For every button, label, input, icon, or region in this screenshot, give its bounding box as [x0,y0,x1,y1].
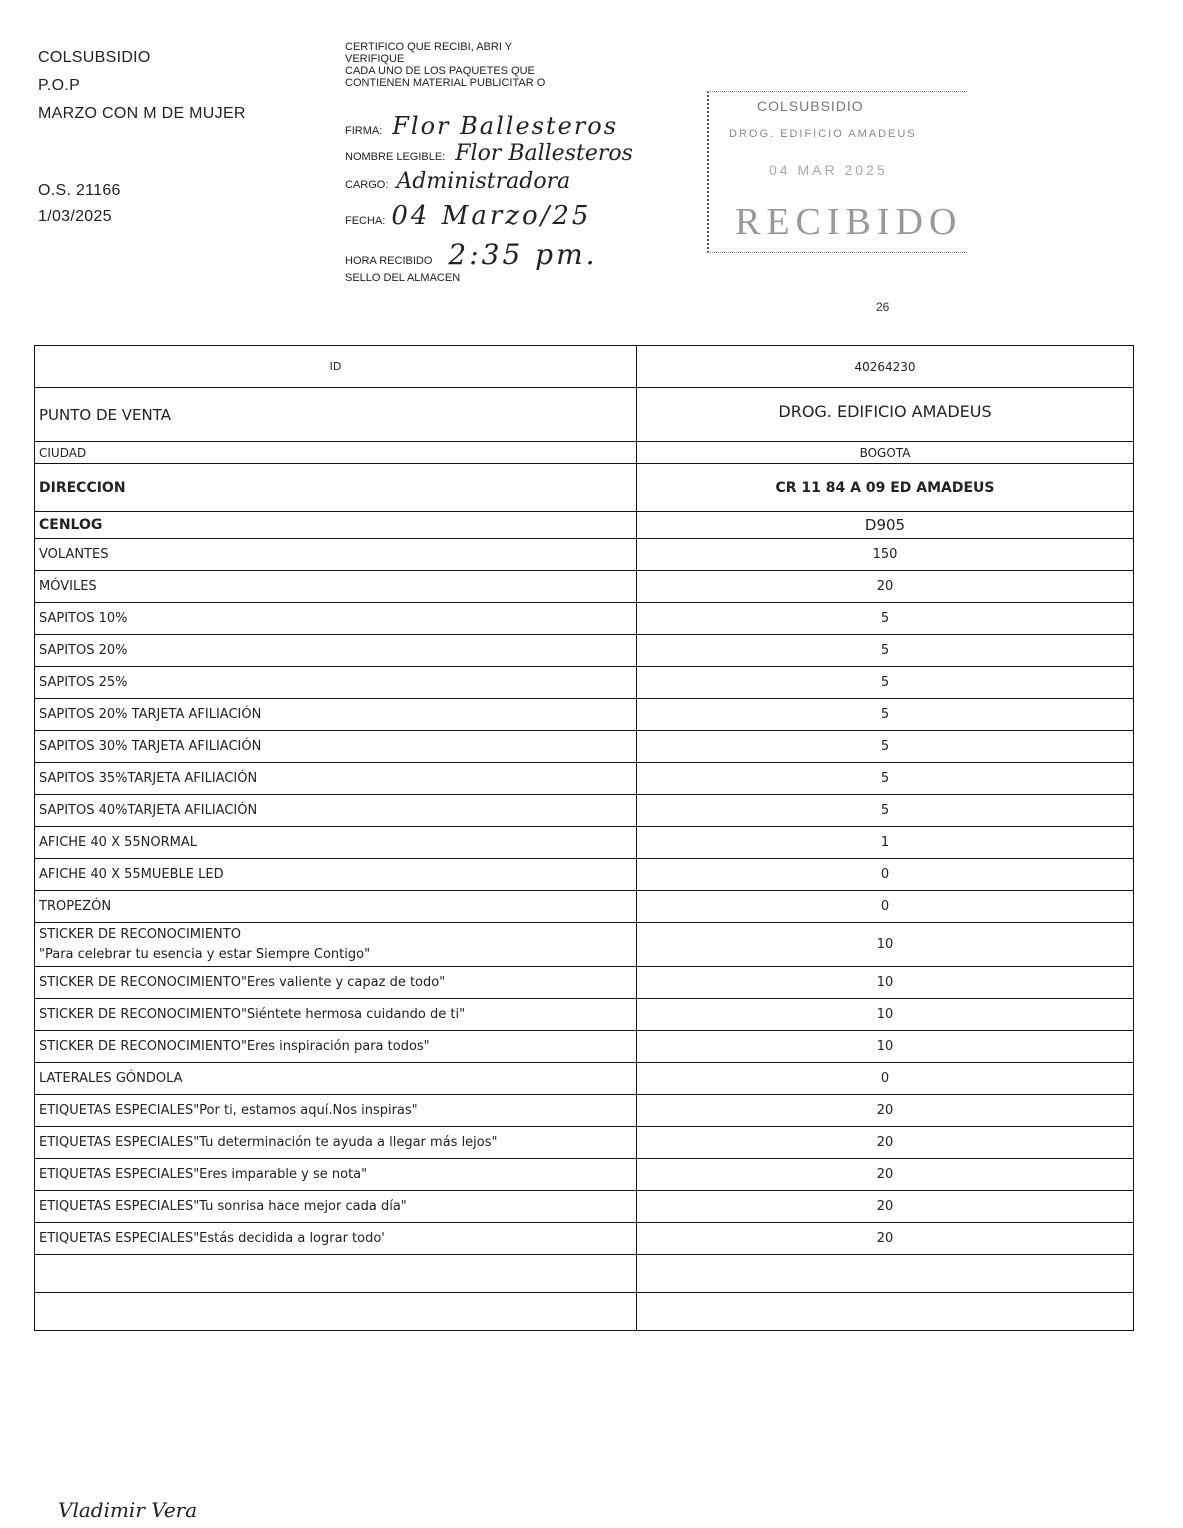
item-label: STICKER DE RECONOCIMIENTO"Eres inspiración para todos" [35,1031,637,1063]
field-firma [345,112,618,140]
item-quantity: 5 [637,667,1134,699]
order-date: 1/03/2025 [38,208,112,225]
item-label: ETIQUETAS ESPECIALES"Tu sonrisa hace mejor cada día" [35,1191,637,1223]
row-value: 40264230 [637,346,1134,388]
item-quantity: 5 [637,731,1134,763]
delivery-table [34,345,1134,1331]
item-label: SAPITOS 35%TARJETA AFILIACIÓN [35,763,637,795]
item-label: SAPITOS 20% TARJETA AFILIACIÓN [35,699,637,731]
item-label: AFICHE 40 X 55MUEBLE LED [35,859,637,891]
empty-cell [637,1293,1134,1331]
field-hora [345,238,598,271]
empty-row [35,1255,1134,1293]
item-label: LATERALES GÓNDOLA [35,1063,637,1095]
page-number: 26 [876,300,890,314]
seal-label: SELLO DEL ALMACEN [345,272,461,284]
item-label: ETIQUETAS ESPECIALES"Tu determinación te ayuda a llegar más lejos" [35,1127,637,1159]
item-quantity: 0 [637,1063,1134,1095]
order-block [38,178,121,230]
table-row [35,512,1134,539]
table-row [35,827,1134,859]
item-label: STICKER DE RECONOCIMIENTO"Eres valiente y capaz de todo" [35,967,637,999]
table-row [35,571,1134,603]
handwritten-time: 2:35 pm. [448,238,598,271]
row-value: BOGOTA [637,442,1134,464]
field-nombre [345,141,633,166]
table-row [35,731,1134,763]
field-cargo [345,169,570,194]
item-quantity: 1 [637,827,1134,859]
cert-line: CONTIENEN MATERIAL PUBLICITAR O [345,77,546,89]
item-label: SAPITOS 30% TARJETA AFILIACIÓN [35,731,637,763]
row-value: DROG. EDIFICIO AMADEUS [637,388,1134,442]
empty-cell [35,1293,637,1331]
table-row [35,539,1134,571]
item-quantity: 20 [637,571,1134,603]
table-row [35,667,1134,699]
item-label-line2: "Para celebrar tu esencia y estar Siempre Contigo" [39,946,371,962]
table-row [35,346,1134,388]
empty-cell [35,1255,637,1293]
table-row [35,795,1134,827]
row-label: PUNTO DE VENTA [35,388,637,442]
stamp-status: RECIBIDO [735,201,963,243]
handwritten-cargo: Administradora [396,169,571,194]
document-type: P.O.P [38,77,81,94]
item-quantity: 20 [637,1159,1134,1191]
field-label: FIRMA: [345,125,383,137]
item-label: VOLANTES [35,539,637,571]
table-row [35,442,1134,464]
table-row [35,1095,1134,1127]
field-label: CARGO: [345,179,389,191]
item-label [35,923,637,967]
table-row [35,464,1134,512]
item-label: TROPEZÓN [35,891,637,923]
item-quantity: 10 [637,1031,1134,1063]
item-quantity: 5 [637,699,1134,731]
handwritten-signature: Flor Ballesteros [392,112,619,140]
footer-signature: Vladimir Vera [58,1498,198,1522]
field-label: HORA RECIBIDO [345,255,433,267]
field-fecha [345,201,591,231]
item-label: SAPITOS 40%TARJETA AFILIACIÓN [35,795,637,827]
row-value: D905 [637,512,1134,539]
table-row [35,859,1134,891]
cert-line: CADA UNO DE LOS PAQUETES QUE [345,65,535,77]
certification-text [345,41,665,89]
item-label: ETIQUETAS ESPECIALES"Por ti, estamos aquí.Nos inspiras" [35,1095,637,1127]
row-value: CR 11 84 A 09 ED AMADEUS [637,464,1134,512]
received-stamp [707,91,967,253]
table-row [35,923,1134,967]
item-label: SAPITOS 25% [35,667,637,699]
item-quantity: 0 [637,859,1134,891]
table-row [35,763,1134,795]
item-quantity: 5 [637,795,1134,827]
row-label: CIUDAD [35,442,637,464]
row-label: ID [35,346,637,388]
item-quantity: 20 [637,1223,1134,1255]
table-row [35,635,1134,667]
item-quantity: 5 [637,635,1134,667]
item-label-line1: STICKER DE RECONOCIMIENTO [39,926,241,942]
table-row [35,967,1134,999]
item-label: SAPITOS 10% [35,603,637,635]
order-number: O.S. 21166 [38,182,121,199]
company-name: COLSUBSIDIO [38,49,151,66]
header-block [38,44,246,128]
item-quantity: 150 [637,539,1134,571]
stamp-store: DROG. EDIFICIO AMADEUS [729,128,917,140]
item-quantity: 10 [637,923,1134,967]
table-row [35,1063,1134,1095]
cert-line: VERIFIQUE [345,53,405,65]
table-row [35,1159,1134,1191]
stamp-date: 04 MAR 2025 [769,162,888,178]
item-quantity: 5 [637,603,1134,635]
item-quantity: 5 [637,763,1134,795]
handwritten-name: Flor Ballesteros [455,141,633,166]
table-row [35,1127,1134,1159]
table-row [35,699,1134,731]
field-label: FECHA: [345,215,386,227]
row-label: CENLOG [35,512,637,539]
table-row [35,1191,1134,1223]
empty-cell [637,1255,1134,1293]
item-quantity: 20 [637,1095,1134,1127]
table-row [35,603,1134,635]
item-label: SAPITOS 20% [35,635,637,667]
item-label: STICKER DE RECONOCIMIENTO"Siéntete hermosa cuidando de ti" [35,999,637,1031]
campaign-name: MARZO CON M DE MUJER [38,105,246,122]
table-row [35,388,1134,442]
handwritten-date: 04 Marzo/25 [391,201,592,231]
field-label: NOMBRE LEGIBLE: [345,151,446,163]
item-label: ETIQUETAS ESPECIALES"Eres imparable y se nota" [35,1159,637,1191]
item-quantity: 20 [637,1127,1134,1159]
stamp-logo: COLSUBSIDIO [757,98,864,114]
table-row [35,999,1134,1031]
item-label: AFICHE 40 X 55NORMAL [35,827,637,859]
item-quantity: 10 [637,967,1134,999]
item-label: ETIQUETAS ESPECIALES"Estás decidida a lograr todo' [35,1223,637,1255]
empty-row [35,1293,1134,1331]
item-quantity: 10 [637,999,1134,1031]
item-quantity: 0 [637,891,1134,923]
table-row [35,1223,1134,1255]
item-label: MÓVILES [35,571,637,603]
cert-line: CERTIFICO QUE RECIBI, ABRI Y [345,41,513,53]
table-row [35,1031,1134,1063]
item-quantity: 20 [637,1191,1134,1223]
table-row [35,891,1134,923]
row-label: DIRECCION [35,464,637,512]
